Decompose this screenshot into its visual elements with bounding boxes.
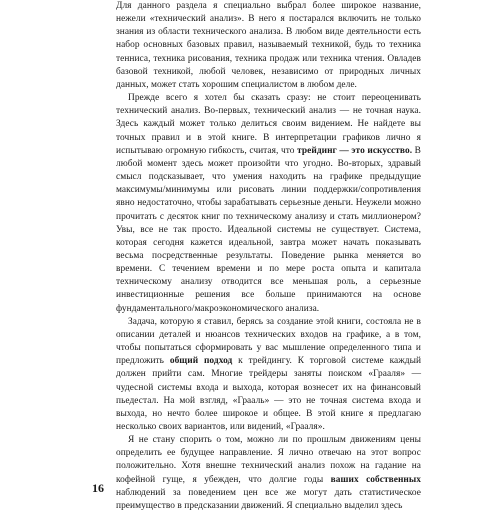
text-run: наблюдений за поведением цен все же могут дать статистическое преимущество в предсказании движений. Я специально выделил здесь	[116, 487, 421, 511]
paragraph	[116, 316, 421, 434]
paragraph	[116, 434, 421, 513]
emphasis-text: трейдинг — это искусство.	[297, 145, 413, 156]
text-run: Для данного раздела я специально выбрал более широкое название, нежели «технический анализ». В него я постарался включить не только знания из области технического анализа. В любом виде деятельности есть набор основных базовых правил, называемый техникой, будь то техника тенниса, техника рисования, техника продаж или техника чтения. Овладев базовой техникой, любой человек, независимо от природных личных данных, может стать хорошим специалистом в любом деле.	[116, 1, 421, 90]
text-run: В любой момент здесь может произойти что угодно. Во-вторых, здравый смысл подсказывает, что умения находить на графике предыдущие максимумы/минимумы или рисовать линии поддержки/сопротивления явно недостаточно, чтобы зарабатывать серьезные деньги. Неужели можно прочитать с десяток книг по техническому анализу и стать миллионером? Увы, все не так просто. Идеальной системы не существует. Система, которая сегодня кажется идеальной, завтра может начать показывать весьма посредственные результаты. Поведение рынка меняется во времени. С течением времени и по мере роста опыта и капитала техническому анализу отводится все меньшая роль, а серьезные инвестиционные решения все больше принимаются на основе фундаментального/макроэкономического анализа.	[116, 145, 421, 314]
paragraph	[116, 0, 421, 92]
text-run: Прежде всего я хотел бы сказать сразу: не стоит переоценивать технический анализ. Во-первых, технический анализ — не точная наука. Здесь каждый может только делиться своим видением. Не найдете вы точных правил и в этой книге. В интерпретации графиков лично я испытываю огромную гибкость, считая, что	[116, 93, 421, 156]
emphasis-text: ваших собственных	[330, 474, 421, 485]
emphasis-text: общий подход	[169, 356, 233, 367]
paragraph	[116, 92, 421, 316]
page-number: 16	[92, 481, 104, 495]
text-run: Я не стану спорить о том, можно ли по прошлым движениям цены определить ее будущее направление. Я лично отвечаю на этот вопрос положительно. Хотя внешне технический анализ похож на гадание на кофейной гуще, я убежден, что долгие годы	[116, 435, 421, 485]
body-text	[116, 0, 421, 513]
text-run: Задача, которую я ставил, берясь за создание этой книги, состояла не в описании деталей и нюансов технических входов на графике, а в том, чтобы попытаться сформировать у вас мышление определенного типа и предложить	[116, 316, 421, 367]
text-run: к трейдингу. К торговой системе каждый должен прийти сам. Многие трейдеры заняты поиском «Грааля» — чудесной системы входа и выхода, которая вознесет их на финансовый пьедестал. На мой взгляд, «Грааль» — это не точная система входа и выхода, но нечто более широкое и общее. В этой книге я предлагаю несколько своих вариантов, или видений, «Грааля».	[116, 356, 422, 432]
